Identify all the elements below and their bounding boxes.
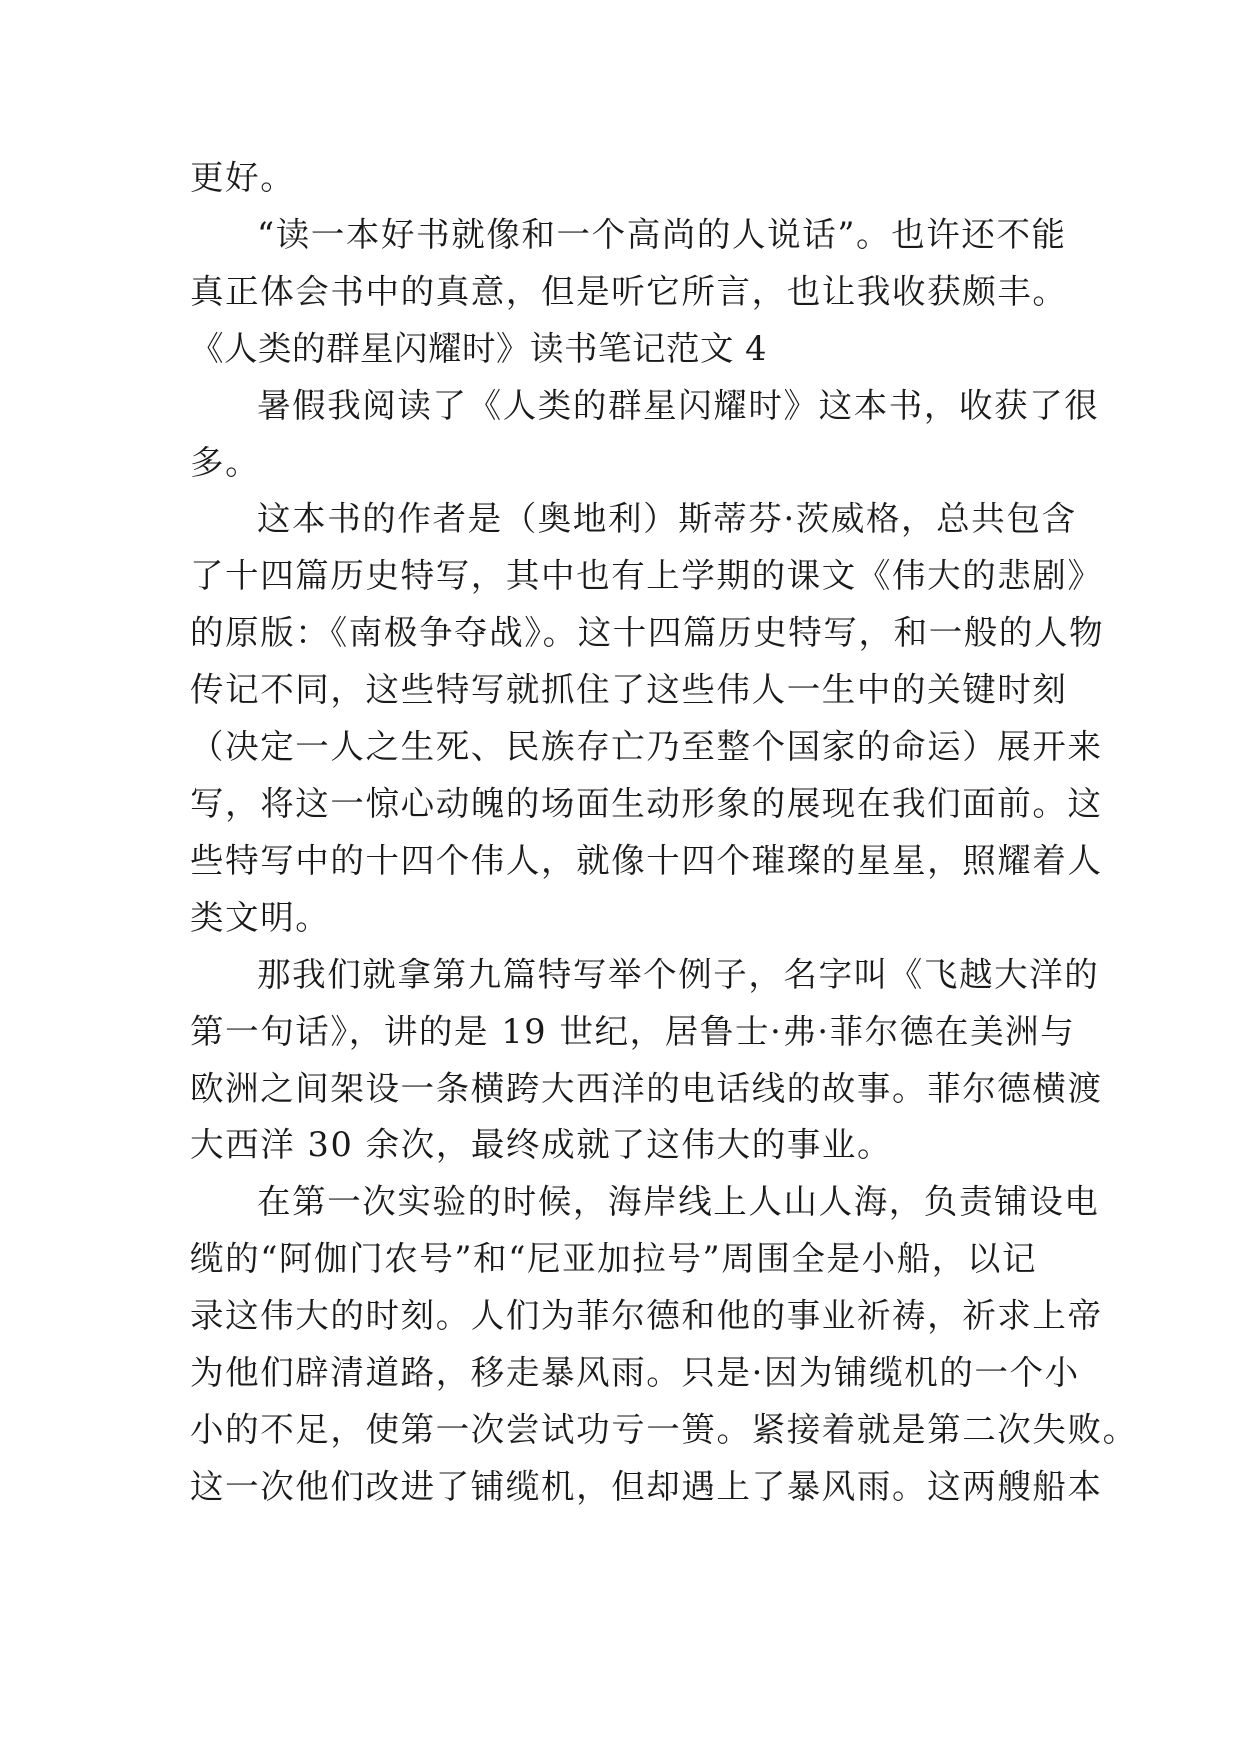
text-line: 暑假我阅读了《人类的群星闪耀时》这本书，收获了很 xyxy=(257,385,1100,425)
text-line: “读一本好书就像和一个高尚的人说话”。也许还不能 xyxy=(257,214,1067,254)
text-line: 真正体会书中的真意，但是听它所言，也让我收获颇丰。 xyxy=(190,271,1068,311)
text-line: 这本书的作者是（奥地利）斯蒂芬·茨威格，总共包含 xyxy=(257,499,1077,539)
text-line: 多。 xyxy=(190,442,261,482)
text-line: 欧洲之间架设一条横跨大西洋的电话线的故事。菲尔德横渡 xyxy=(190,1068,1103,1108)
text-line: 些特写中的十四个伟人，就像十四个璀璨的星星，照耀着人 xyxy=(190,840,1103,880)
text-line: 写，将这一惊心动魄的场面生动形象的展现在我们面前。这 xyxy=(190,783,1103,823)
text-line: 更好。 xyxy=(190,158,296,197)
text-line: 的原版：《南极争夺战》。这十四篇历史特写，和一般的人物 xyxy=(190,613,1105,653)
text-line: 类文明。 xyxy=(190,897,331,937)
text-line: 第一句话》，讲的是 19 世纪，居鲁士·弗·菲尔德在美洲与 xyxy=(190,1011,1076,1051)
text-line: 录这伟大的时刻。人们为菲尔德和他的事业祈祷，祈求上帝 xyxy=(190,1296,1103,1336)
section-title: 《人类的群星闪耀时》读书笔记范文 4 xyxy=(190,328,767,368)
text-line: 那我们就拿第九篇特写举个例子，名字叫《飞越大洋的 xyxy=(257,954,1100,994)
text-line: 传记不同，这些特写就抓住了这些伟人一生中的关键时刻 xyxy=(190,670,1068,710)
text-line: 在第一次实验的时候，海岸线上人山人海，负责铺设电 xyxy=(257,1182,1100,1222)
text-line: 了十四篇历史特写，其中也有上学期的课文《伟大的悲剧》 xyxy=(190,556,1103,596)
text-line: （决定一人之生死、民族存亡乃至整个国家的命运）展开来 xyxy=(190,727,1103,767)
text-line: 小的不足，使第一次尝试功亏一篑。紧接着就是第二次失败。 xyxy=(190,1409,1138,1449)
text-line: 这一次他们改进了铺缆机，但却遇上了暴风雨。这两艘船本 xyxy=(190,1466,1103,1506)
text-line: 为他们辟清道路，移走暴风雨。只是·因为铺缆机的一个小 xyxy=(190,1353,1080,1393)
text-line: 缆的“阿伽门农号”和“尼亚加拉号”周围全是小船，以记 xyxy=(190,1239,1038,1279)
document-body xyxy=(190,150,1138,1516)
text-line: 大西洋 30 余次，最终成就了这伟大的事业。 xyxy=(190,1125,893,1165)
